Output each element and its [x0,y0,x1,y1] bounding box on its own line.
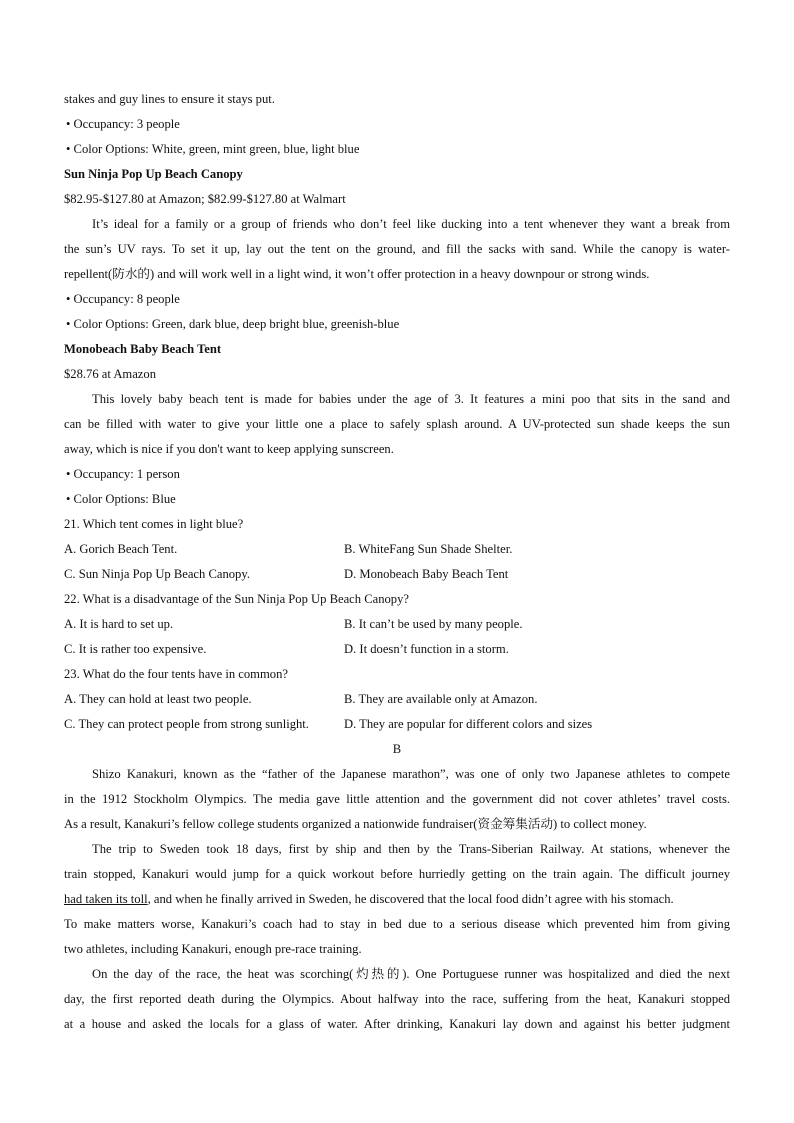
sun-ninja-price: $82.95-$127.80 at Amazon; $82.99-$127.80 at Walmart [64,192,346,206]
options-row [64,612,730,637]
passage-line: To make matters worse, Kanakuri’s coach had to stay in bed due to a serious disease which prevented him from giving [64,917,730,931]
options-row [64,687,730,712]
monobeach-occupancy: • Occupancy: 1 person [66,467,180,481]
sun-ninja-occupancy: • Occupancy: 8 people [66,292,180,306]
passage-line: day, the first reported death during the Olympics. About halfway into the race, suffering from the heat, Kanakuri stopped [64,992,730,1006]
options-row [64,637,730,662]
passage-line: The trip to Sweden took 18 days, first by ship and then by the Trans-Siberian Railway. At stations, whenever the [92,842,730,856]
passage-line: Shizo Kanakuri, known as the “father of the Japanese marathon”, was one of only two Japanese athletes to compete [92,767,730,781]
question-23: 23. What do the four tents have in common? [64,667,288,681]
option-c: C. It is rather too expensive. [64,642,207,656]
option-d: D. It doesn’t function in a storm. [344,642,509,656]
monobeach-paragraph-line: can be filled with water to give your little one a place to safely splash around. A UV-protected sun shade keeps the sun [64,417,730,431]
option-c: C. They can protect people from strong sunlight. [64,717,309,731]
passage-line: As a result, Kanakuri’s fellow college students organized a nationwide fundraiser(资金筹集活动) to collect money. [64,817,647,831]
monobeach-colors: • Color Options: Blue [66,492,176,506]
underlined-phrase: had taken its toll [64,892,148,906]
passage-line: On the day of the race, the heat was scorching(灼热的). One Portuguese runner was hospitalized and died the next [92,967,730,981]
option-b: B. It can’t be used by many people. [344,617,523,631]
monobeach-price: $28.76 at Amazon [64,367,156,381]
options-row [64,562,730,587]
monobeach-paragraph-line: This lovely baby beach tent is made for babies under the age of 3. It features a mini poo that sits in the sand and [92,392,730,406]
passage-line: train stopped, Kanakuri would jump for a quick workout before hurriedly getting on the train again. The difficult journey [64,867,730,881]
sun-ninja-paragraph-line: It’s ideal for a family or a group of friends who don’t feel like ducking into a tent whenever they want a break from [92,217,730,231]
passage-line: two athletes, including Kanakuri, enough pre-race training. [64,942,362,956]
document-page [64,87,730,1037]
intro-occupancy: • Occupancy: 3 people [66,117,180,131]
sun-ninja-paragraph-line: repellent(防水的) and will work well in a light wind, it won’t offer protection in a heavy downpour or strong winds. [64,267,650,281]
section-b-heading: B [392,742,402,756]
option-d: D. Monobeach Baby Beach Tent [344,567,509,581]
intro-colors: • Color Options: White, green, mint green, blue, light blue [66,142,360,156]
monobeach-paragraph-line: away, which is nice if you don't want to keep applying sunscreen. [64,442,394,456]
sun-ninja-paragraph-line: the sun’s UV rays. To set it up, lay out the tent on the ground, and fill the sacks with sand. While the canopy is water- [64,242,730,256]
question-21: 21. Which tent comes in light blue? [64,517,244,531]
option-d: D. They are popular for different colors and sizes [344,717,593,731]
passage-line: at a house and asked the locals for a glass of water. After drinking, Kanakuri lay down and against his better judgment [64,1017,730,1031]
passage-line [64,887,730,912]
sun-ninja-colors: • Color Options: Green, dark blue, deep bright blue, greenish-blue [66,317,400,331]
passage-line: in the 1912 Stockholm Olympics. The media gave little attention and the government did not cover athletes’ travel costs. [64,792,730,806]
option-c: C. Sun Ninja Pop Up Beach Canopy. [64,567,250,581]
options-row [64,537,730,562]
sun-ninja-title: Sun Ninja Pop Up Beach Canopy [64,167,243,181]
option-a: A. They can hold at least two people. [64,692,252,706]
intro-line: stakes and guy lines to ensure it stays put. [64,92,275,106]
option-a: A. It is hard to set up. [64,617,174,631]
option-a: A. Gorich Beach Tent. [64,542,178,556]
question-22: 22. What is a disadvantage of the Sun Ninja Pop Up Beach Canopy? [64,592,409,606]
options-row [64,712,730,737]
passage-line-rest: , and when he finally arrived in Sweden, he discovered that the local food didn’t agree with his stomach. [147,892,674,906]
option-b: B. WhiteFang Sun Shade Shelter. [344,542,513,556]
option-b: B. They are available only at Amazon. [344,692,538,706]
monobeach-title: Monobeach Baby Beach Tent [64,342,222,356]
